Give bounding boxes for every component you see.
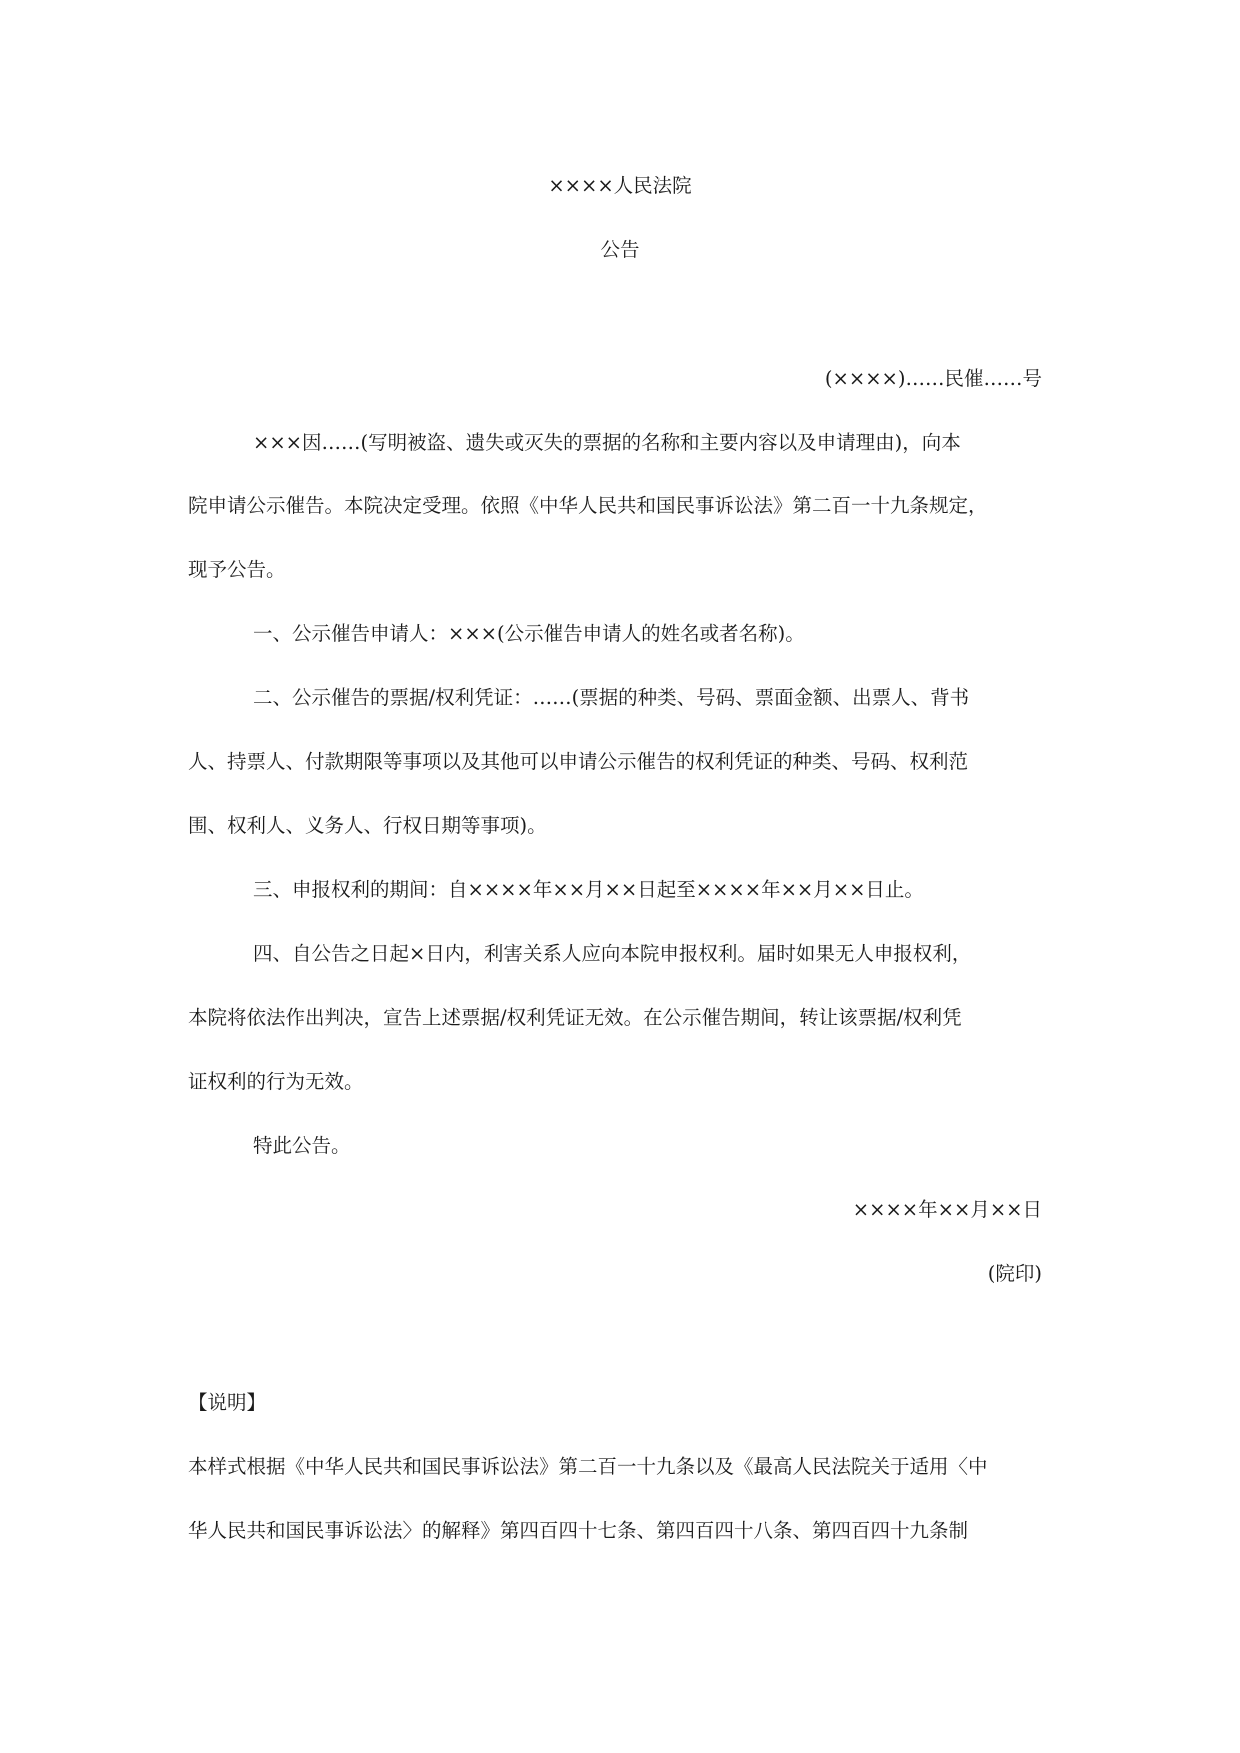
item-declare-line-1: 四、自公告之日起×日内，利害关系人应向本院申报权利。届时如果无人申报权利，: [253, 942, 972, 965]
case-number: (××××)……民催……号: [824, 367, 1042, 390]
court-name: ××××人民法院: [548, 174, 692, 197]
item-applicant: 一、公示催告申请人：×××(公示催告申请人的姓名或者名称)。: [253, 622, 805, 645]
notes-line-2: 华人民共和国民事诉讼法〉的解释》第四百四十七条、第四百四十八条、第四百四十九条制: [188, 1519, 969, 1542]
issue-date: ××××年××月××日: [852, 1198, 1042, 1221]
notes-heading: 【说明】: [188, 1391, 267, 1414]
court-seal: (院印): [987, 1262, 1042, 1285]
item-claim-period: 三、申报权利的期间：自××××年××月××日起至××××年××月××日止。: [253, 878, 924, 901]
intro-line-2: 院申请公示催告。本院决定受理。依照《中华人民共和国民事诉讼法》第二百一十九条规定，: [188, 494, 988, 517]
notes-line-1: 本样式根据《中华人民共和国民事诉讼法》第二百一十九条以及《最高人民法院关于适用〈中: [188, 1455, 988, 1478]
item-instrument-line-2: 人、持票人、付款期限等事项以及其他可以申请公示催告的权利凭证的种类、号码、权利范: [188, 750, 969, 773]
item-declare-line-2: 本院将依法作出判决，宣告上述票据/权利凭证无效。在公示催告期间，转让该票据/权利凭: [188, 1006, 962, 1029]
intro-line-3: 现予公告。: [188, 558, 286, 581]
item-instrument-line-3: 围、权利人、义务人、行权日期等事项)。: [188, 814, 547, 837]
item-instrument-line-1: 二、公示催告的票据/权利凭证：……(票据的种类、号码、票面金额、出票人、背书: [253, 686, 970, 709]
item-declare-line-3: 证权利的行为无效。: [188, 1070, 364, 1093]
document-title: 公告: [600, 238, 640, 261]
intro-line-1: ×××因……(写明被盗、遗失或灭失的票据的名称和主要内容以及申请理由)，向本: [253, 431, 961, 454]
closing-statement: 特此公告。: [253, 1134, 351, 1157]
